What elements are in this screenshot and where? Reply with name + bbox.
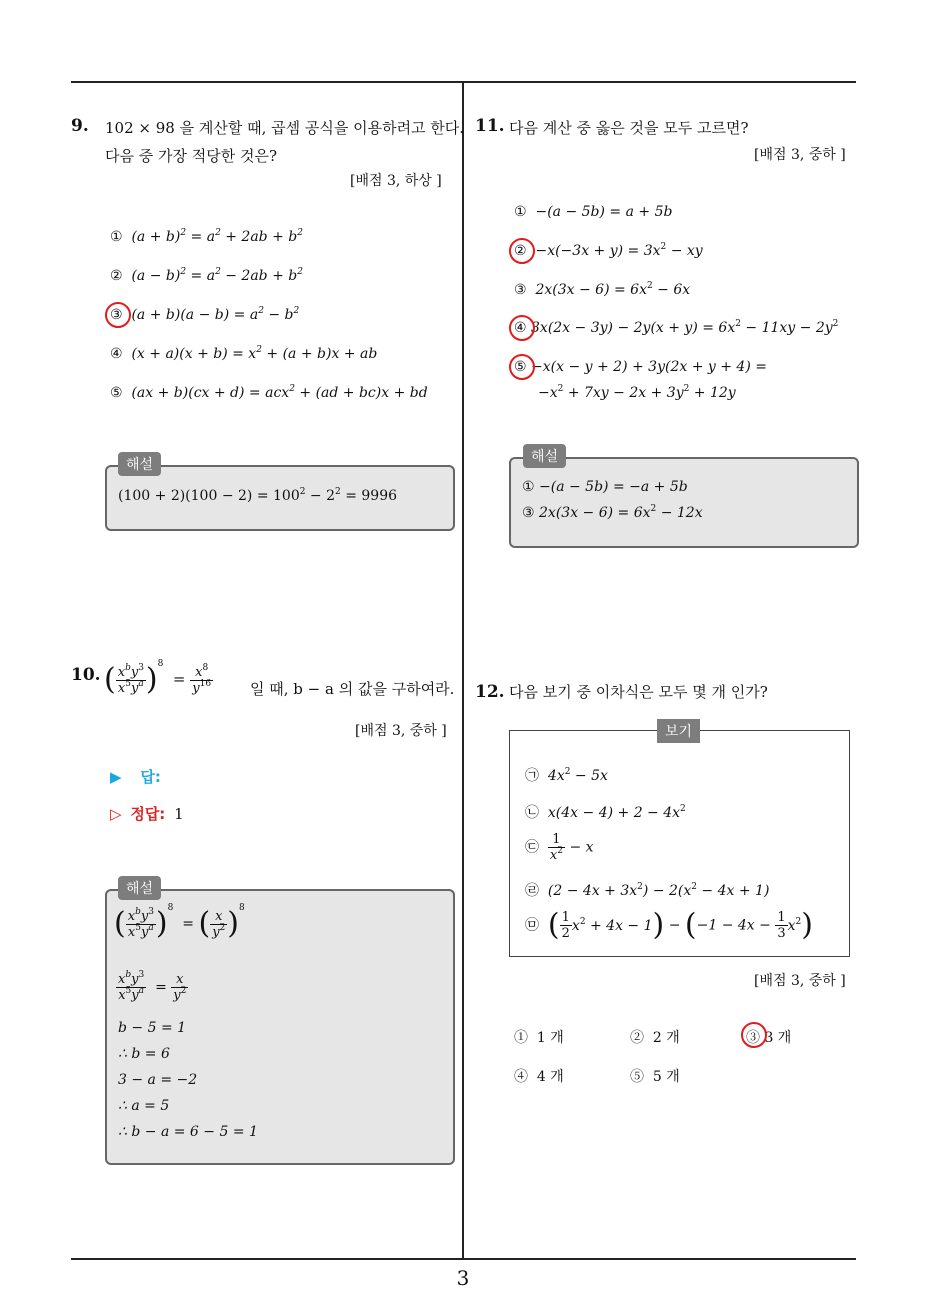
q10-solution-line1: b − 5 = 1 (118, 1020, 187, 1036)
q11-answer-mark-5 (509, 354, 535, 380)
q12-bogi-item-4: ㉣ $(2 - 4x + 3x^2) - 2(x^2 - 4x + 1)$ (525, 882, 770, 899)
q9-solution-label: 해설 (118, 452, 161, 476)
q9-option-5[interactable]: ⑤ (ax + b)(cx + d) = acx$^2$ + (ad + bc)x + bd (110, 384, 428, 401)
column-divider (462, 82, 464, 1259)
top-rule (71, 81, 856, 83)
q11-option-1[interactable]: ① −(a − 5b) = a + 5b (514, 204, 673, 220)
q12-bogi-item-5: ㉤ ( $\frac{1}{2}$ $x^2 + 4x - 1) - (-1 - 4x$ − $\frac{1}{3}$ $x^2$) (525, 907, 813, 943)
q12-score: [배점 3, 중하 ] (754, 973, 846, 989)
q11-answer-mark-4 (509, 315, 535, 341)
correct-arrow-icon: ▷ (110, 805, 122, 823)
q12-text: 다음 보기 중 이차식은 모두 몇 개 인가? (509, 683, 768, 701)
q12-choice-2[interactable]: ② 2 개 (630, 1030, 680, 1046)
q11-option-2[interactable]: ② $-x(-3x + y) = 3x^2$ − xy (514, 242, 703, 259)
q9-number: 9. (71, 116, 89, 136)
q10-solution-eq1: ( $\frac{x^by^3}{x^5y^a}$ )$^8$ = ( $\frac{x}{y^2}$ )$^8$ (114, 903, 245, 941)
q11-solution-label: 해설 (523, 444, 566, 468)
q11-option-5[interactable]: ⑤ −x(x − y + 2) + 3y(2x + y + 4) = (514, 359, 767, 375)
q10-solution-line2: ∴ b = 6 (118, 1046, 170, 1062)
q9-option-1[interactable]: ① $(a + b)^2 = a^2 + 2ab + b^2$ (110, 228, 303, 245)
q10-correct-value: 1 (174, 805, 184, 823)
q10-number: 10. (71, 665, 101, 685)
q10-answer-label: 답: (140, 768, 161, 786)
q10-correct-row (110, 803, 184, 824)
q12-choice-1[interactable]: ① 1 개 (514, 1030, 564, 1046)
q12-choice-4[interactable]: ④ 4 개 (514, 1069, 564, 1085)
bottom-rule (71, 1258, 856, 1260)
q11-solution-line2: ③ $2x(3x - 6) = 6x^2 - 12x$ (522, 504, 703, 521)
q9-solution-text: $(100 + 2)(100 - 2) = 100^2 - 2^2 = 9996$ (118, 487, 398, 504)
q12-bogi-item-1: ㉠ $4x^2 - 5x$ (525, 767, 608, 784)
q11-answer-mark-2 (509, 238, 535, 264)
q9-text-line1: 102 × 98 을 계산할 때, 곱셈 공식을 이용하려고 한다. (105, 119, 465, 137)
q10-score: [배점 3, 중하 ] (355, 723, 447, 739)
q12-answer-mark (741, 1022, 767, 1048)
q12-bogi-item-2: ㉡ $x(4x - 4) + 2 - 4x^2$ (525, 804, 686, 821)
q12-choice-5[interactable]: ⑤ 5 개 (630, 1069, 680, 1085)
page-number: 3 (456, 1266, 470, 1290)
q11-text: 다음 계산 중 옳은 것을 모두 고르면? (509, 119, 749, 137)
q11-number: 11. (475, 116, 505, 136)
q10-text: 일 때, b − a 의 값을 구하여라. (250, 680, 455, 698)
q11-option-5-cont: $-x^2 + 7xy - 2x + 3y^2 + 12y$ (538, 384, 736, 401)
q12-number: 12. (475, 682, 505, 702)
q10-solution-line4: ∴ a = 5 (118, 1098, 170, 1114)
q11-score: [배점 3, 중하 ] (754, 147, 846, 163)
q9-option-2[interactable]: ② $(a - b)^2 = a^2 - 2ab + b^2$ (110, 267, 303, 284)
q11-option-4[interactable]: ④ $3x(2x - 3y) - 2y(x + y) = 6x^2 - 11xy - 2y^2$ (514, 319, 839, 336)
q12-choice-3[interactable]: ③ 3 개 (746, 1030, 792, 1046)
q10-solution-line5: ∴ b − a = 6 − 5 = 1 (118, 1124, 258, 1140)
q10-solution-label: 해설 (118, 876, 161, 900)
q11-solution-box (509, 457, 859, 548)
q12-bogi-label: 보기 (657, 719, 700, 743)
q11-solution-line1: ① −(a − 5b) = −a + 5b (522, 479, 688, 495)
answer-arrow-icon: ▶ (110, 768, 122, 786)
q10-correct-label: 정답: (130, 805, 166, 823)
q9-text-line2: 다음 중 가장 적당한 것은? (105, 147, 278, 165)
q12-bogi-item-3: ㉢ $\frac{1}{x^2}$ − x (525, 832, 594, 863)
q10-answer-row (110, 766, 161, 787)
q11-option-3[interactable]: ③ $2x(3x - 6) = 6x^2 - 6x$ (514, 281, 691, 298)
q10-equation: ( $\frac{x^by^3}{x^5y^a}$ )$^8$ = $\frac{x^8}{y^{16}}$ (104, 659, 212, 697)
q9-option-4[interactable]: ④ $(x + a)(x + b) = x^2 + (a + b)x$ + ab (110, 345, 378, 362)
q10-solution-line3: 3 − a = −2 (118, 1072, 198, 1088)
q10-solution-eq2: $\frac{x^by^3}{x^5y^a}$ = $\frac{x}{y^2}$ (118, 970, 187, 1003)
q9-answer-mark (105, 302, 131, 328)
q9-option-3[interactable]: ③ $(a + b)(a - b) = a^2 - b^2$ (110, 306, 300, 323)
q9-score: [배점 3, 하상 ] (350, 173, 442, 189)
